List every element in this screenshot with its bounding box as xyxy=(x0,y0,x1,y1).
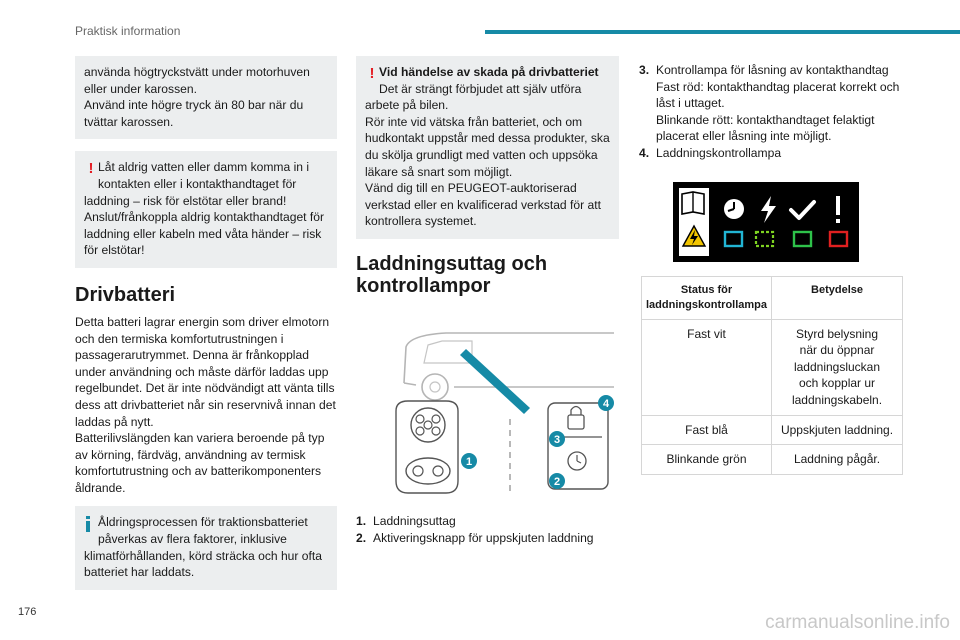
section-heading-drivbatteri: Drivbatteri xyxy=(75,283,176,306)
meaning-cell: Styrd belysning när du öppnar laddningsluckan och kopplar ur laddningskabeln. xyxy=(772,319,903,415)
warning-line: Rör inte vid vätska från batteriet, och om xyxy=(365,114,583,129)
charging-indicator-panel xyxy=(673,182,859,262)
clock-icon xyxy=(724,199,744,219)
column-right xyxy=(639,62,903,475)
continued-note-box xyxy=(75,56,337,139)
warning-icon: ! xyxy=(88,160,94,178)
warning-line: laddning – risk för elstötar eller brand! xyxy=(84,193,287,208)
charging-port-illustration xyxy=(376,311,616,501)
warning-line: laddning eller kabeln med våta händer – risk xyxy=(84,226,322,241)
heading-line: kontrollampor xyxy=(356,274,491,297)
column-left xyxy=(75,56,337,602)
text-line: Blinkande rött: kontakthandtaget felaktigt xyxy=(656,112,875,127)
warning-line: kontakten eller i kontakthandtaget för xyxy=(98,176,297,191)
text-line: låst i uttaget. xyxy=(656,96,725,111)
list-item: 4. Laddningskontrollampa xyxy=(639,145,903,162)
header-accent-bar xyxy=(485,30,960,34)
text-line: passagerarutrymmet. Denna är frånkopplad xyxy=(75,348,309,363)
heading-line: Laddningsuttag och xyxy=(356,252,548,275)
status-cell: Fast blå xyxy=(642,415,772,445)
info-line: batteriet har laddats. xyxy=(84,565,195,580)
note-line: använda högtryckstvätt under motorhuven xyxy=(84,65,310,79)
list-item: 1. Laddningsuttag xyxy=(356,513,456,528)
warning-line: arbete på bilen. xyxy=(365,98,449,113)
list-item: 3. Kontrollampa för låsning av kontakthandtag Fast röd: kontakthandtag placerat korrekt och låst i uttaget. Blinkande rött: kontakthandtaget felaktigt placerat eller låsning inte möjligt. xyxy=(639,62,903,145)
table-row xyxy=(642,319,903,415)
text-line: av körning, färdväg, användning av termisk xyxy=(75,447,306,462)
text-line: och den termiska komfortutrustningen i xyxy=(75,331,284,346)
warning-title: Vid händelse av skada på drivbatteriet xyxy=(379,65,599,79)
text-line: regelbundet. Det är inte nödvändigt att vänta tills xyxy=(75,381,335,396)
warning-line: Anslut/frånkoppla aldrig kontakthandtaget för xyxy=(84,210,325,225)
note-line: tvättar karossen. xyxy=(84,114,174,129)
text-line: Laddningskontrollampa xyxy=(656,145,782,160)
svg-text:2: 2 xyxy=(553,475,561,488)
warning-line: Vänd dig till en PEUGEOT-auktoriserad xyxy=(365,181,577,196)
info-icon xyxy=(86,516,90,532)
column-header-meaning: Betydelse xyxy=(772,276,903,319)
warning-line: hudkontakt uppstår med dessa produkter, ska xyxy=(365,131,610,146)
pointer-wedge xyxy=(460,349,530,414)
page-number: 176 xyxy=(18,606,37,618)
section-heading-laddningsuttag xyxy=(356,253,619,297)
svg-text:3: 3 xyxy=(553,433,561,446)
text-line: komfortutrustning och av batterikomponenters xyxy=(75,464,322,479)
text-line: åldrande. xyxy=(75,480,126,495)
warning-line: du skölja grundligt med vatten och uppsöka xyxy=(365,147,598,162)
table-header-row xyxy=(642,276,903,319)
status-cell: Fast vit xyxy=(642,319,772,415)
info-line: Åldringsprocessen för traktionsbatteriet xyxy=(98,515,308,530)
warning-box-moisture xyxy=(75,151,337,268)
info-box-aging xyxy=(75,506,337,589)
warning-line: för elstötar! xyxy=(84,243,145,258)
svg-text:4: 4 xyxy=(602,397,610,410)
note-line: Använd inte högre tryck än 80 bar när du xyxy=(84,98,304,113)
status-table xyxy=(641,276,903,475)
table-row xyxy=(642,445,903,475)
column-middle xyxy=(356,56,619,546)
text-line: Detta batteri lagrar energin som driver elmotorn xyxy=(75,314,330,329)
text-line: under användning och måste därför laddas upp xyxy=(75,364,329,379)
drivbatteri-paragraph xyxy=(75,314,337,497)
info-line: klimatförhållanden, körd sträcka och hur ofta xyxy=(84,548,322,563)
warning-line: verkstad eller en kvalificerad verkstad för att xyxy=(365,197,601,212)
warning-box-battery-damage xyxy=(356,56,619,239)
warning-line: Låt aldrig vatten eller damm komma in i xyxy=(98,160,310,175)
text-line: Batterilivslängden kan variera beroende på typ xyxy=(75,431,325,446)
status-cell: Blinkande grön xyxy=(642,445,772,475)
column-header-status: Status för laddningskontrollampa xyxy=(642,276,772,319)
list-item: 2. Aktiveringsknapp för uppskjuten laddning xyxy=(356,530,594,545)
warning-icon: ! xyxy=(369,65,375,82)
note-line: eller under karossen. xyxy=(84,81,197,96)
svg-text:1: 1 xyxy=(465,455,473,468)
component-list xyxy=(356,513,619,546)
warning-line: läkare så snart som möjligt. xyxy=(365,164,513,179)
page-header-title: Praktisk information xyxy=(75,24,181,38)
warning-line: Det är strängt förbjudet att själv utföra xyxy=(379,81,582,96)
text-line: Kontrollampa för låsning av kontakthandtag xyxy=(656,63,889,77)
meaning-cell: Laddning pågår. xyxy=(772,445,903,475)
table-row xyxy=(642,415,903,445)
watermark: carmanualsonline.info xyxy=(765,612,950,633)
text-line: placerat eller låsning inte möjligt. xyxy=(656,129,832,144)
meaning-cell: Uppskjuten laddning. xyxy=(772,415,903,445)
text-line: laddas på nytt. xyxy=(75,414,154,429)
text-line: Fast röd: kontakthandtag placerat korrekt och xyxy=(656,79,900,94)
lamp-list xyxy=(639,62,903,162)
info-line: påverkas av flera faktorer, inklusive xyxy=(98,532,287,547)
socket-panel xyxy=(396,401,458,493)
text-line: dess att drivbatteriet når sin reservnivå innan det xyxy=(75,397,336,412)
warning-line: kontrollera systemet. xyxy=(365,214,477,229)
